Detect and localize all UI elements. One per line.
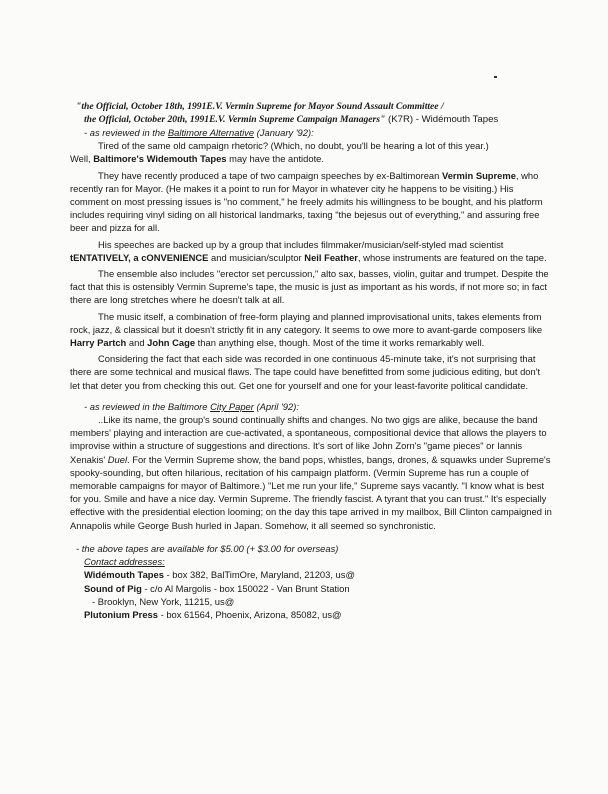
review-2-source: City Paper	[210, 400, 254, 412]
review-1-paragraph-2	[70, 169, 552, 235]
review-1-paragraph-5	[70, 310, 552, 350]
review-1-paragraph-3	[70, 238, 552, 264]
contact-sound-of-pig-name: Sound of Pig	[84, 582, 142, 594]
paper-speck	[494, 76, 497, 78]
review-2-p1-post: . For the Vermin Supreme show, the band pops, whistles, bangs, drones, & squawks under Supreme's spooky-sounding, but often hilarious, recitation of his campaign platform. (Vermin Supreme has run a couple of memorable campaigns for mayor of Baltimore.) "Let me run your life," Supreme says vacantly. "I know what is best for you. Smile and have a nice day. Vermin Supreme. The friendly fascist. A tyrant that you can trust." It's especially effective with the presidential election looming; on the day this tape arrived in my mailbox, Bill Clinton campaigned in Annapolis while George Bush hurled in Japan. Somehow, it all seemed so synchronistic.	[70, 453, 552, 531]
review-2-heading	[84, 400, 552, 413]
review-2-prefix: - as reviewed in the Baltimore	[84, 400, 211, 412]
review-1-paragraph-1	[70, 139, 552, 165]
review-2-p1-italic: Duel	[107, 453, 128, 465]
review-1-p3-bold-1: tENTATIVELY, a cONVENIENCE	[70, 251, 209, 263]
contact-heading: Contact addresses:	[84, 556, 165, 568]
review-1-p2-pre: They have recently produced a tape of two campaign speeches by ex-Baltimorean	[98, 169, 442, 181]
review-1-paragraph-4: The ensemble also includes "erector set percussion," alto sax, basses, violin, guitar and trumpet. Despite the fact that this is ostensibly Vermin Supreme's tape, the music is just as important as his words, if not more so; in fact there are long stretches where he doesn't talk at all.	[70, 268, 549, 306]
review-1-p3-bold-2: Neil Feather	[304, 251, 358, 263]
contact-plutonium	[84, 608, 552, 621]
review-1-p5-bold-2: John Cage	[147, 337, 196, 349]
review-1-p2-bold: Vermin Supreme	[441, 169, 516, 181]
review-2-p1-pre: ..Like its name, the group's sound continually shifts and changes. No two gigs are alike, because the band members' playing and interaction are cue-activated, a spontaneous, compositional device that allows the players to improvise within a structure of suggestions and directions. It's sort of like John Zorn's "game pieces" or Iannis Xenakis'	[70, 414, 547, 465]
release-title-italic: the Official, October 20th, 1991E.V. Vermin Supreme Campaign Managers"	[84, 114, 386, 125]
review-1-paragraph-6: Considering the fact that each side was recorded in one continuous 45-minute take, it's not surprising that there are some technical and musical flaws. The tape could have benefitted from some judicious editing, but don't let that deter you from checking this out. Get one for yourself and one for your least-favorite political candidate.	[70, 353, 541, 391]
review-1-prefix: - as reviewed in the	[84, 127, 168, 138]
review-1-p1b-pre: Well,	[70, 153, 94, 165]
contact-plutonium-address: - box 61564, Phoenix, Arizona, 85082, us@	[157, 608, 342, 620]
availability-note: - the above tapes are available for $5.00 (+ $3.00 for overseas)	[76, 542, 339, 554]
review-1-p3-mid: and musician/sculptor	[208, 251, 305, 263]
review-1-p1-text: Tired of the same old campaign rhetoric? (Which, no doubt, you'll be hearing a lot of this year.)	[98, 140, 489, 152]
review-1-p3-post: , whose instruments are featured on the tape.	[357, 251, 547, 263]
review-1-p5-post: than anything else, though. Most of the time it works remarkably well.	[195, 337, 485, 349]
contact-widemouth-address: - box 382, BalTimOre, Maryland, 21203, us@	[163, 569, 355, 581]
release-title-line-2	[84, 113, 552, 126]
review-1-p5-mid: and	[126, 337, 148, 349]
release-catalog-label: (K7R) - Widémouth Tapes	[385, 114, 499, 125]
review-1-p5-pre: The music itself, a combination of free-form playing and planned improvisational units, takes elements from rock, jazz, & classical but it doesn't strictly fit in any category. It seems to owe more to avant-garde composers like	[70, 310, 543, 335]
contact-plutonium-name: Plutonium Press	[84, 608, 158, 620]
review-2-date: (April '92):	[253, 400, 299, 412]
review-1-date: (January '92):	[254, 127, 314, 138]
review-1-p5-bold-1: Harry Partch	[70, 337, 127, 349]
review-1-p1b-bold: Baltimore's Widemouth Tapes	[93, 153, 227, 165]
contact-sound-of-pig-address: - c/o Al Margolis - box 150022 - Van Brunt Station	[141, 582, 350, 594]
contact-sound-of-pig	[84, 582, 552, 595]
review-1-p2-post: , who recently ran for Mayor. (He makes it a point to run for Mayor in whatever city he happens to be visiting.) His comment on most pressing issues is "no comment," he freely admits his willingness to be bought, and his platform includes requiring vinyl siding on all historical landmarks, taxing "the bejesus out of everything," and assuring free beer and pizza for all.	[70, 169, 543, 234]
review-1-heading	[84, 126, 552, 139]
review-1-source: Baltimore Alternative	[167, 127, 255, 138]
contact-widemouth	[84, 568, 552, 581]
review-1-p3-pre: His speeches are backed up by a group that includes filmmaker/musician/self-styled mad scientist	[98, 238, 504, 250]
review-1-p1b-post: may have the antidote.	[226, 153, 324, 165]
document-body	[70, 100, 552, 621]
contact-widemouth-name: Widémouth Tapes	[84, 569, 164, 581]
review-2-paragraph-1	[70, 413, 552, 532]
contact-sound-of-pig-line-2: - Brooklyn, New York, 11215, us@	[92, 595, 235, 607]
release-title-line-1: "the Official, October 18th, 1991E.V. Vermin Supreme for Mayor Sound Assault Committee /	[76, 101, 444, 112]
